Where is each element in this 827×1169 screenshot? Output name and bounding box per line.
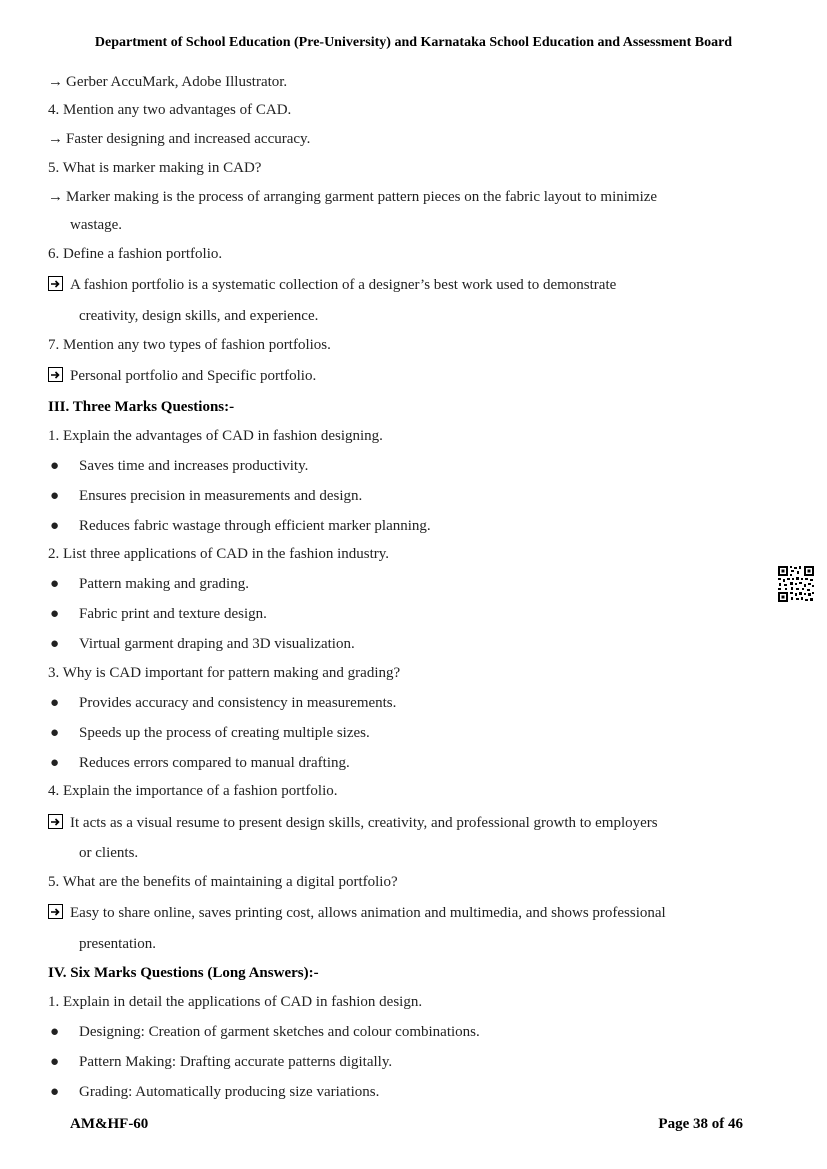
page-header: Department of School Education (Pre-University) and Karnataka School Education and Assessment Board [94,35,733,50]
answer-line: Easy to share online, saves printing cost, allows animation and multimedia, and shows professional [48,903,666,923]
list-item: Reduces fabric wastage through efficient marker planning. [79,518,431,534]
bullet-icon: ● [50,636,60,652]
boxed-arrow-icon [48,367,63,382]
list-item: Reduces errors compared to manual drafting. [79,755,350,771]
question: 6. Define a fashion portfolio. [48,246,223,262]
question: 3. Why is CAD important for pattern making and grading? [48,665,401,681]
list-item: Provides accuracy and consistency in measurements. [79,695,397,711]
right-arrow-icon: → [48,131,63,147]
question: 1. Explain the advantages of CAD in fashion designing. [48,428,383,444]
boxed-arrow-icon [48,814,63,829]
answer-line: A fashion portfolio is a systematic collection of a designer’s best work used to demonstrate [48,275,616,295]
question: 1. Explain in detail the applications of CAD in fashion design. [48,994,423,1010]
answer-line: → Faster designing and increased accuracy. [48,131,311,147]
list-item: Ensures precision in measurements and design. [79,488,363,504]
bullet-icon: ● [50,458,60,474]
answer-line: → Marker making is the process of arranging garment pattern pieces on the fabric layout to minimize [48,189,658,205]
bullet-icon: ● [50,755,60,771]
question: 4. Explain the importance of a fashion portfolio. [48,783,338,799]
bullet-icon: ● [50,576,60,592]
question: 4. Mention any two advantages of CAD. [48,102,292,118]
list-item: Speeds up the process of creating multiple sizes. [79,725,370,741]
bullet-icon: ● [50,488,60,504]
answer-continuation: or clients. [79,845,139,861]
boxed-arrow-icon [48,276,63,291]
answer-line: It acts as a visual resume to present design skills, creativity, and professional growth to employers [48,813,658,833]
right-arrow-icon: → [48,74,63,90]
bullet-icon: ● [50,695,60,711]
list-item: Fabric print and texture design. [79,606,267,622]
section-heading: IV. Six Marks Questions (Long Answers):- [48,965,319,981]
qr-code-icon [777,565,815,603]
bullet-icon: ● [50,725,60,741]
footer-code: AM&HF-60 [70,1116,149,1132]
question: 5. What are the benefits of maintaining a digital portfolio? [48,874,398,890]
bullet-icon: ● [50,606,60,622]
list-item: Saves time and increases productivity. [79,458,309,474]
answer-line: → Gerber AccuMark, Adobe Illustrator. [48,74,288,90]
answer-continuation: presentation. [79,936,157,952]
list-item: Designing: Creation of garment sketches and colour combinations. [79,1024,480,1040]
page-number: Page 38 of 46 [658,1116,743,1132]
list-item: Pattern making and grading. [79,576,249,592]
section-heading: III. Three Marks Questions:- [48,399,235,415]
question: 5. What is marker making in CAD? [48,160,262,176]
boxed-arrow-icon [48,904,63,919]
bullet-icon: ● [50,1054,60,1070]
list-item: Grading: Automatically producing size variations. [79,1084,380,1100]
question: 7. Mention any two types of fashion portfolios. [48,337,331,353]
list-item: Pattern Making: Drafting accurate patterns digitally. [79,1054,393,1070]
bullet-icon: ● [50,1024,60,1040]
answer-continuation: creativity, design skills, and experience. [79,308,319,324]
bullet-icon: ● [50,518,60,534]
answer-line: Personal portfolio and Specific portfolio. [48,366,316,386]
list-item: Virtual garment draping and 3D visualization. [79,636,355,652]
answer-continuation: wastage. [70,217,123,233]
bullet-icon: ● [50,1084,60,1100]
question: 2. List three applications of CAD in the fashion industry. [48,546,390,562]
right-arrow-icon: → [48,189,63,205]
